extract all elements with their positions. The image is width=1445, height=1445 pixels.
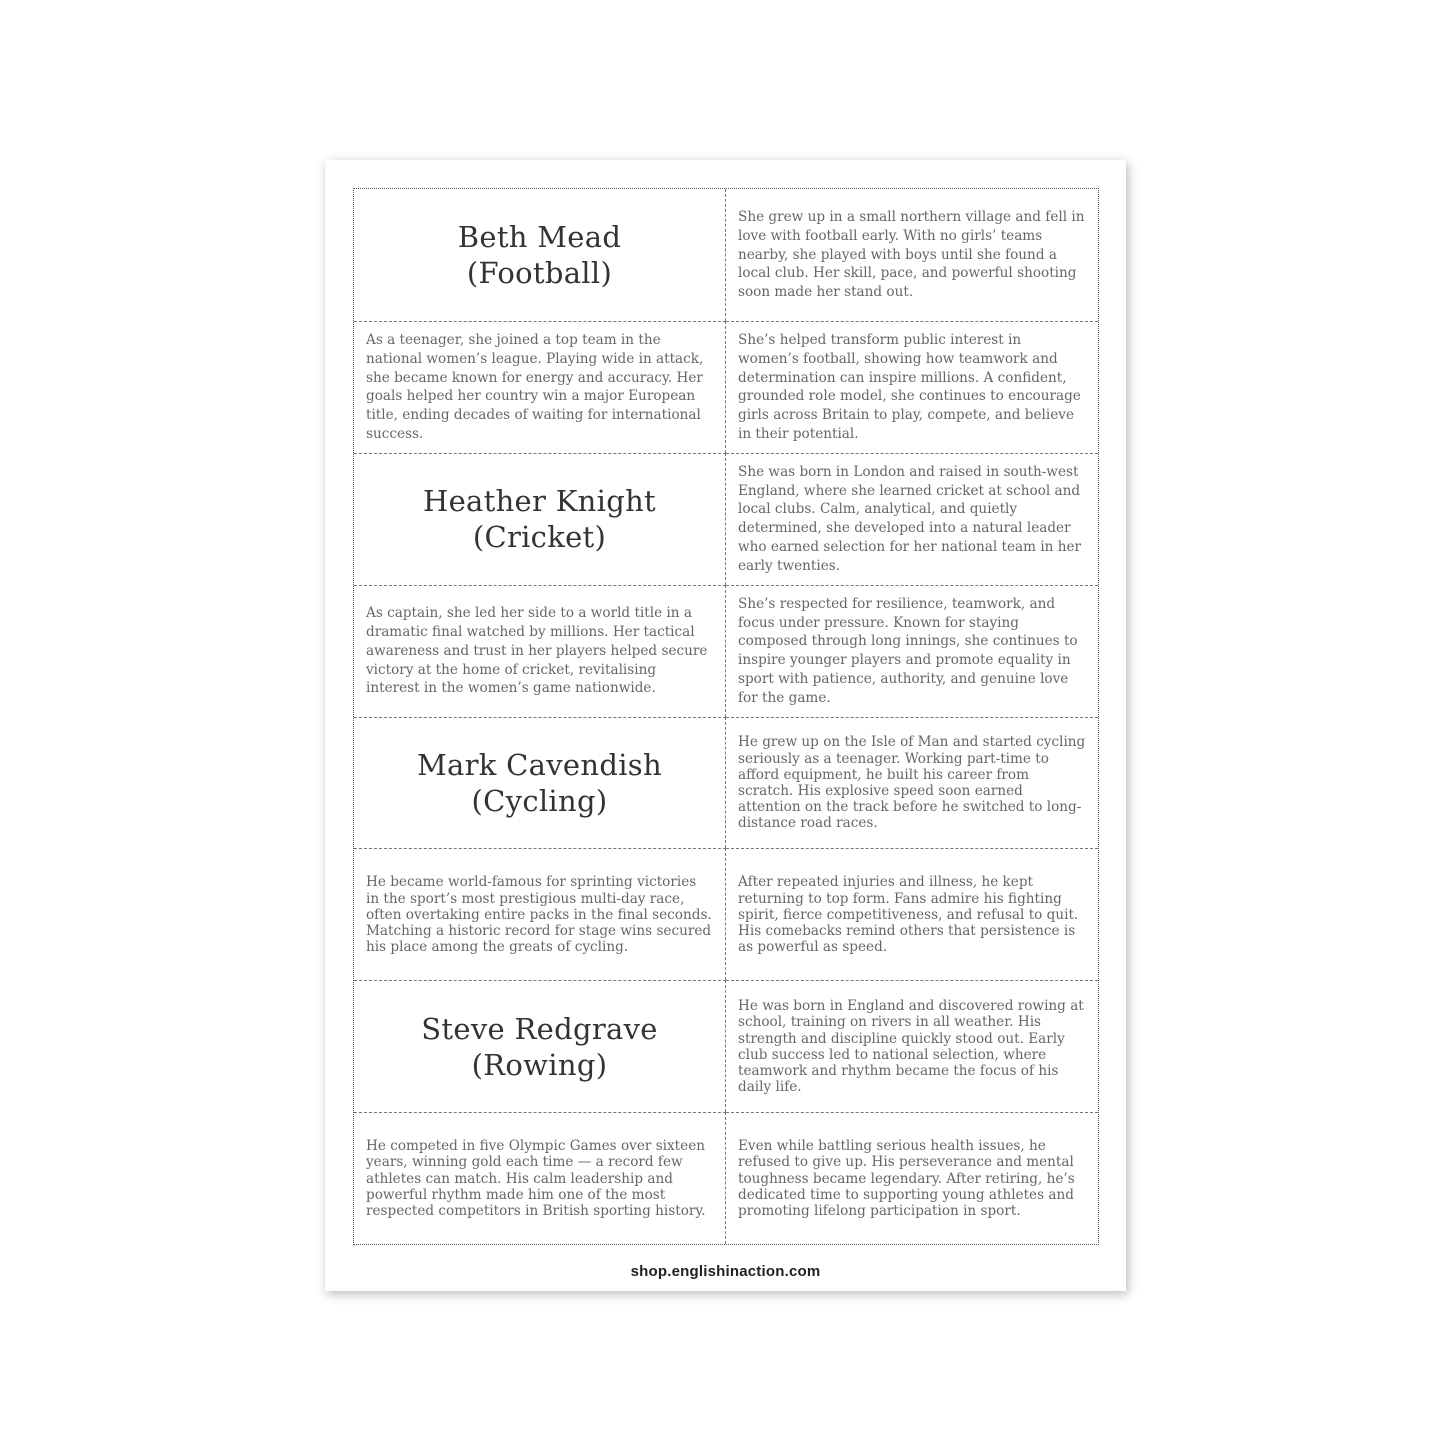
text-card (726, 717, 1098, 849)
athlete-sport: (Rowing) (471, 1047, 608, 1082)
athlete-name: Heather Knight (422, 484, 657, 519)
card-text: She’s helped transform public interest in women’s football, showing how teamwork and determination can inspire millions. A confident, grounded role model, she continues to encourage girls across Britain to play, compete, and believe in their potential. (738, 331, 1081, 442)
card-text: Even while battling serious health issues, he refused to give up. His perseverance and mental toughness became legendary. After retiring, he’s dedicated time to supporting young athletes and promoting lifelong participation in sport. (738, 1138, 1075, 1219)
text-card (354, 585, 726, 717)
card-text: After repeated injuries and illness, he kept returning to top form. Fans admire his fighting spirit, fierce competitiveness, and refusal to quit. His comebacks remind others that persistence is as powerful as speed. (738, 874, 1079, 956)
text-card (354, 1112, 726, 1244)
text-card (726, 848, 1098, 980)
card-text: As captain, she led her side to a world title in a dramatic final watched by millions. Her tactical awareness and trust in her players helped secure victory at the home of cricket, revitalising interest in the women’s game nationwide. (366, 605, 708, 697)
card-text: He competed in five Olympic Games over sixteen years, winning gold each time — a record few athletes can match. His calm leadership and powerful rhythm made him one of the most respected competitors in British sporting history. (366, 1138, 706, 1219)
text-card (726, 189, 1098, 321)
text-card (726, 321, 1098, 453)
card-text: As a teenager, she joined a top team in the national women’s league. Playing wide in attack, she became known for energy and accuracy. Her goals helped her country win a major European title, ending decades of waiting for international success. (366, 331, 704, 442)
text-card (726, 980, 1098, 1112)
text-card (354, 321, 726, 453)
title-card (354, 717, 726, 849)
athlete-sport: (Cycling) (471, 784, 608, 818)
card-text: She grew up in a small northern village and fell in love with football early. With no girls’ teams nearby, she played with boys until she found a local club. Her skill, pace, and powerful shooting soon made her stand out. (738, 208, 1085, 301)
card-text: She’s respected for resilience, teamwork, and focus under pressure. Known for staying composed through long innings, she continues to inspire younger players and promote equality in sport with patience, authority, and genuine love for the game. (738, 595, 1078, 706)
title-card (354, 189, 726, 321)
athlete-name: Mark Cavendish (417, 748, 662, 782)
title-card (354, 980, 726, 1112)
worksheet-page (325, 160, 1126, 1291)
card-grid (353, 188, 1099, 1245)
text-card (726, 585, 1098, 717)
athlete-sport: (Cricket) (472, 520, 607, 555)
athlete-name: Steve Redgrave (421, 1011, 658, 1046)
athlete-name: Beth Mead (457, 219, 622, 254)
footer-url: shop.englishinaction.com (630, 1263, 821, 1280)
card-text: He was born in England and discovered rowing at school, training on rivers in all weather. His strength and discipline quickly stood out. Early club success led to national selection, where teamwork and rhythm became the focus of his daily life. (738, 998, 1084, 1096)
text-card (726, 1112, 1098, 1244)
text-card (354, 848, 726, 980)
title-card (354, 453, 726, 585)
card-text: He grew up on the Isle of Man and started cycling seriously as a teenager. Working part-time to afford equipment, he built his career from scratch. His explosive speed soon earned attention on the track before he switched to long-distance road races. (738, 734, 1086, 832)
card-text: He became world-famous for sprinting victories in the sport’s most prestigious multi-day race, often overtaking entire packs in the final seconds. Matching a historic record for stage wins secured his place among the greats of cycling. (366, 874, 712, 956)
text-card (726, 453, 1098, 585)
card-text: She was born in London and raised in south-west England, where she learned cricket at school and local clubs. Calm, analytical, and quietly determined, she developed into a natural leader who earned selection for her national team in her early twenties. (738, 463, 1082, 574)
athlete-sport: (Football) (466, 255, 613, 290)
